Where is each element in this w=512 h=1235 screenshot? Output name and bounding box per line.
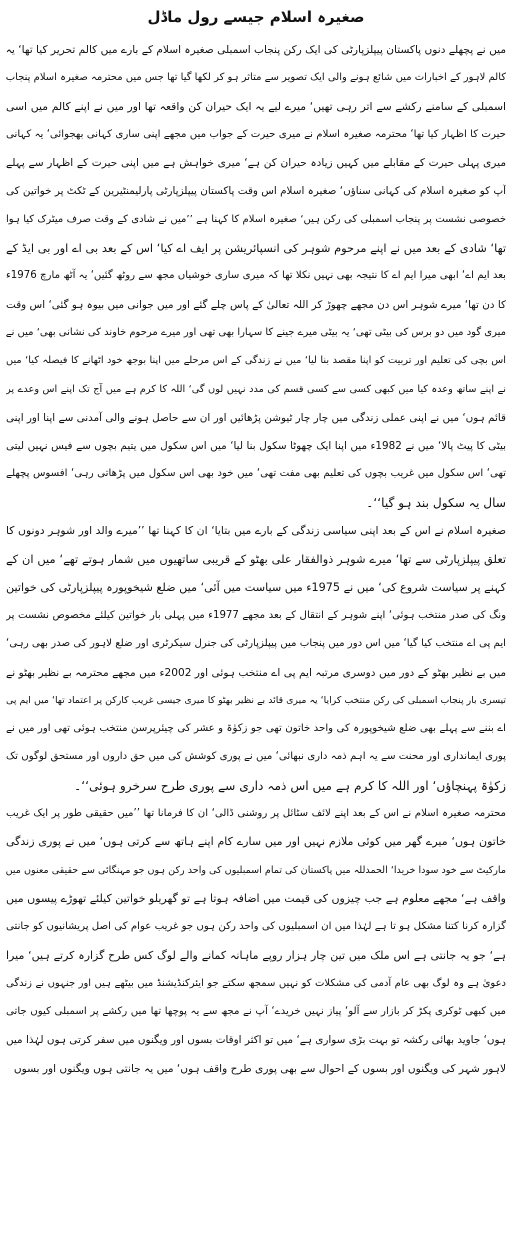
text-line: زکوٰۃ پہنچاؤں‘ اور اللہ کا کرم ہے میں اس ذمہ داری سے پوری طرح سرخرو ہوئی‘‘۔: [74, 778, 506, 793]
text-line: اسمبلی کے سامنے رکشے سے اتر رہی تھیں‘ میرے لیے یہ ایک حیران کن واقعہ تھا اور میں نے اپنے کالم میں اسی: [6, 99, 506, 113]
text-line: گزارہ کرنا کتنا مشکل ہو تا ہے لہٰذا میں ان اسمبلیوں کی واحد رکن ہوں جو غریب عوام کی اصل پریشانیوں کو جانتی: [6, 921, 506, 933]
text-line: سال یہ سکول بند ہو گیا‘‘۔: [366, 495, 506, 510]
text-line: اس بچی کی تعلیم اور تربیت کو اپنا مقصد بنا لیا‘ میں نے زندگی کے اس مرحلے میں اپنا بوجھ خود اٹھانے کا فیصلہ کیا‘ میں: [6, 355, 506, 367]
text-line: بیٹی کا پیٹ پالا‘ میں نے 1982ء میں اپنا ایک چھوٹا سکول بنا لیا‘ میں اس سکول میں یتیم بچوں سے فیس نہیں لیتی: [6, 440, 506, 453]
text-line: میری پہلی حیرت کے مقابلے میں کہیں زیادہ حیران کن ہے‘ میری خواہش ہے میں اپنی حیرت کے اظہار سے پہلے: [6, 157, 506, 170]
text-line: کالم لاہور کے اخبارات میں شائع ہونے والی ایک تصویر سے متاثر ہو کر لکھا گیا تھا جس میں محترمہ صغیرہ اسلام پنجاب: [6, 72, 506, 84]
column-body: [6, 36, 506, 1083]
text-line: کہنے پر سیاست شروع کی‘ میں نے 1975ء میں سیاست میں آئی‘ میں ضلع شیخوپورہ پیپلزپارٹی کی خواتین: [6, 580, 506, 594]
text-line: آپ کو صغیرہ اسلام کی کہانی سناؤں‘ صغیرہ اسلام اس وقت پاکستان پیپلزپارٹی پارلیمنٹیرین کے ٹکٹ پر خواتین کی: [6, 185, 506, 198]
text-line: تیسری بار پنجاب اسمبلی کی رکن منتخب کرایا‘ یہ میری قائد بے نظیر بھٹو کا میری جیسی غریب کارکن پر اعتماد تھا‘ میں ایم پی: [6, 694, 506, 706]
text-line: تھا‘ شادی کے بعد میں نے اپنے مرحوم شوہر کی انسپائریشن پر ایف اے کیا‘ اس کے بعد بی اے اور بی ایڈ کے: [6, 241, 506, 256]
paragraph: [6, 517, 506, 800]
text-line: ونگ کی صدر منتخب ہوئی‘ اپنے شوہر کے انتقال کے بعد مجھے 1977ء میں پہلی بار خواتین کیلئے مخصوص نشست پر: [6, 609, 506, 621]
text-line: خاتون ہوں‘ میرے گھر میں کوئی ملازم نہیں اور میں سارے کام اپنے ہاتھ سے کرتی ہوں‘ میں نے پوری زندگی: [6, 835, 506, 849]
text-line: میری گود میں دو برس کی بیٹی تھی‘ یہ بیٹی میرے جینے کا سہارا بھی تھی اور میرے مرحوم خاوند کی نشانی بھی‘ میں نے: [6, 326, 506, 338]
text-line: تعلق پیپلزپارٹی سے تھا‘ میرے شوہر ذوالفقار علی بھٹو کے قریبی ساتھیوں میں شمار ہوتے تھے‘ میں ان کے: [6, 552, 506, 567]
text-line: ہے‘ جو یہ جانتی ہے اس ملک میں تین چار ہزار روپے ماہانہ کمانے والے لوگ کس طرح گزارہ کرتے ہیں‘ میرا: [6, 948, 506, 962]
text-line: خصوصی نشست پر پنجاب اسمبلی کی رکن ہیں‘ صغیرہ اسلام کا کہنا ہے ’’میں نے شادی کے وقت صرف میٹرک کیا ہوا: [6, 213, 506, 225]
text-line: واقف ہے‘ مجھے معلوم ہے جب چیزوں کی قیمت میں اضافہ ہوتا ہے تو گھریلو خواتین کیلئے تھوڑے پیسوں میں: [6, 891, 506, 905]
column-headline: صغیرہ اسلام جیسے رول ماڈل: [147, 8, 365, 26]
text-line: کا دن تھا‘ میرے شوہر اس دن مجھے چھوڑ کر اللہ تعالیٰ کے پاس چلے گئے اور میں جوانی میں بیوہ ہو گئی‘ اس وقت: [6, 298, 506, 311]
text-line: ایم پی اے منتخب کیا گیا‘ میں اس دور میں پنجاب میں پیپلزپارٹی کی جنرل سیکرٹری اور ضلع لاہور کی صدر بھی رہی‘: [6, 638, 506, 650]
paragraph: [6, 36, 506, 517]
text-line: ہوں‘ جاوید بھائی رکشہ تو بہت بڑی سواری ہے‘ میں تو اکثر اوقات بسوں اور ویگنوں میں سفر کرتی ہوں لہٰذا میں: [6, 1034, 506, 1047]
text-line: صغیرہ اسلام نے اس کے بعد اپنی سیاسی زندگی کے بارے میں بتایا‘ ان کا کہنا تھا ’’میرے والد اور شوہر دونوں کا: [6, 524, 506, 538]
text-line: میں بے نظیر بھٹو کے دور میں دوسری مرتبہ ایم پی اے منتخب ہوئی اور 2002ء میں مجھے محترمہ بے نظیر بھٹو نے: [6, 666, 506, 679]
text-line: نے اپنے ساتھ وعدہ کیا میں کبھی کسی سے کسی قسم کی مدد نہیں لوں گی‘ اللہ کا کرم ہے میں آج تک اپنے اس وعدے پر: [6, 383, 506, 395]
text-line: تھی‘ اس سکول میں غریب بچوں کی تعلیم بھی مفت تھی‘ میں خود بھی اس سکول میں پڑھاتی رہی‘ افسوس پچھلے: [6, 468, 506, 480]
text-line: دعویٰ ہے وہ لوگ بھی عام آدمی کی مشکلات کو نہیں سمجھ سکتے جو ایئرکنڈیشنڈ میں بیٹھے ہیں اور جنہوں نے زندگی: [6, 977, 506, 989]
paragraph: [6, 800, 506, 1083]
text-line: پوری ایمانداری اور محنت سے یہ اہم ذمہ داری نبھائی‘ میں نے پوری کوشش کی میں حق داروں اور مستحق لوگوں تک: [6, 751, 506, 763]
text-line: قائم ہوں‘ میں نے اپنی عملی زندگی میں چار چار ٹیوشن پڑھائیں اور ان سے حاصل ہونے والی آمدنی سے اپنا اور اپنی: [6, 411, 506, 424]
text-line: میں نے پچھلے دنوں پاکستان پیپلزپارٹی کی ایک رکن پنجاب اسمبلی صغیرہ اسلام کے بارے میں کالم تحریر کیا تھا‘ یہ: [6, 44, 506, 56]
text-line: مارکیٹ سے خود سودا خریدا‘ الحمدللہ میں پاکستان کی تمام اسمبلیوں کی واحد رکن ہوں جو مہنگائی سے حقیقی معنوں میں: [6, 864, 506, 876]
text-line: حیرت کا اظہار کیا تھا‘ محترمہ صغیرہ اسلام نے میری حیرت کے جواب میں مجھے اپنی ساری کہانی بھجوائی‘ یہ کہانی: [6, 128, 506, 140]
text-line: محترمہ صغیرہ اسلام نے اس کے بعد اپنے لائف سٹائل پر روشنی ڈالی‘ ان کا فرمانا تھا ’’میں حقیقی طور پر ایک غریب: [6, 808, 506, 820]
text-line: میں کبھی ٹوکری پکڑ کر بازار سے آلو‘ پیاز نہیں خریدے‘ آپ نے مجھ سے یہ پوچھا تھا میں رکشے پر اسمبلی کیوں جاتی: [6, 1006, 506, 1018]
text-line: لاہور شہر کی ویگنوں اور بسوں کے احوال سے بھی پوری طرح واقف ہوں‘ میں یہ جانتی ہوں ویگنوں اور بسوں: [13, 1062, 506, 1075]
text-line: اے بننے سے پہلے بھی ضلع شیخوپورہ کی واحد خاتون تھی جو زکوٰۃ و عشر کی چیئرپرسن منتخب ہوئی تھی اور میں نے: [6, 723, 506, 735]
text-line: بعد ایم اے‘ ابھی میرا ایم اے کا نتیجہ بھی نہیں نکلا تھا کہ میری ساری خوشیاں مجھ سے روٹھ گئیں‘ یہ آٹھ مارچ 1976ء: [6, 270, 506, 282]
